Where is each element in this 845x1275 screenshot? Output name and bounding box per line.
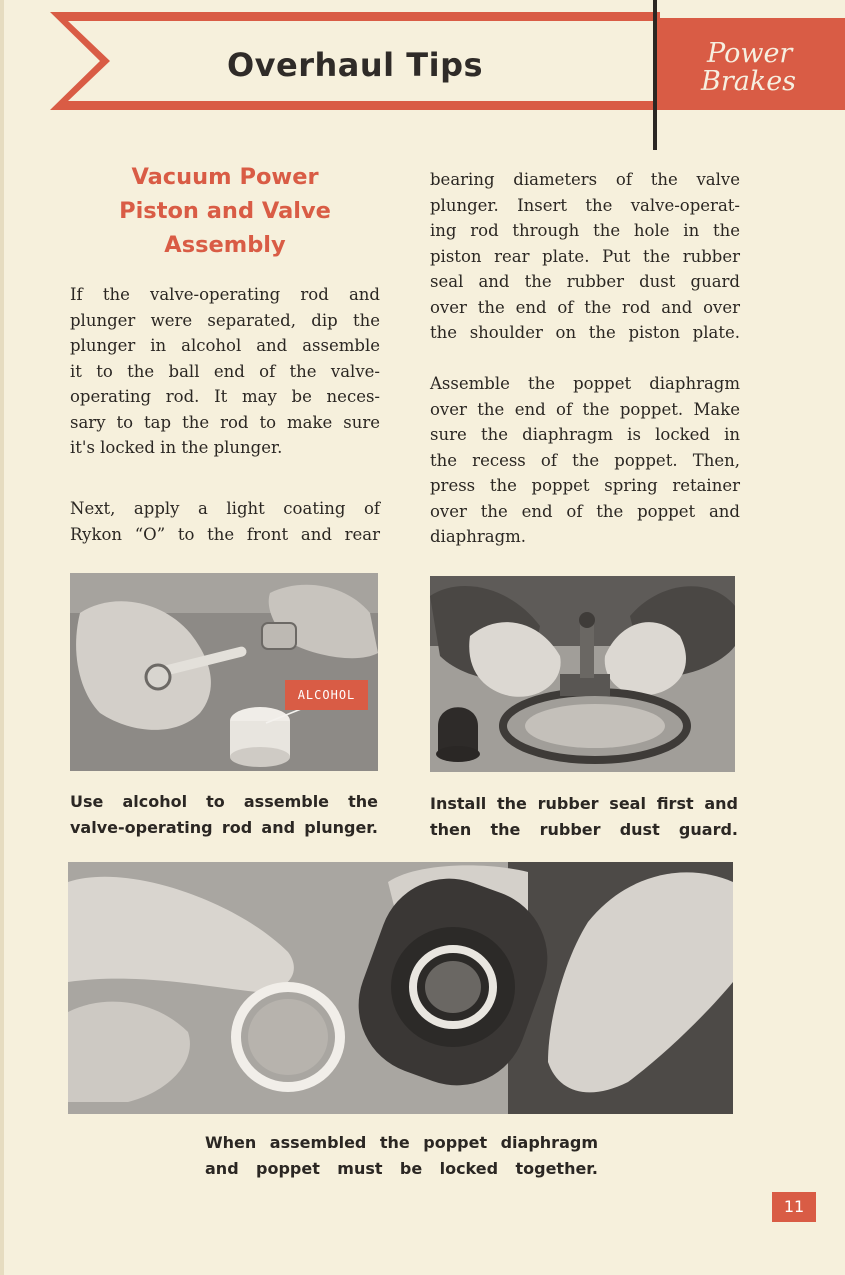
caption-photo-3 xyxy=(205,1130,598,1182)
text-line: Next, apply a light coating of xyxy=(70,499,380,518)
text-line: over the end of the poppet. Make xyxy=(430,399,740,419)
caption-photo-2 xyxy=(430,791,738,843)
text-line: it to the ball end of the valve- xyxy=(70,361,380,381)
caption-line: Install the rubber seal first and xyxy=(430,794,738,813)
text-line: ing rod through the hole in the xyxy=(430,221,740,240)
page-edge xyxy=(0,0,4,1275)
right-paragraph-1 xyxy=(430,167,740,346)
section-tab-line1: Power xyxy=(707,38,793,69)
caption-line: Use alcohol to assemble the xyxy=(70,792,378,811)
photo-poppet-diaphragm xyxy=(68,862,733,1114)
text-line: sure the diaphragm is locked in xyxy=(430,425,740,444)
caption-line: valve-operating rod and plunger. xyxy=(70,818,378,837)
text-line: the recess of the poppet. Then, xyxy=(430,450,740,470)
text-line: it's locked in the plunger. xyxy=(70,438,283,457)
text-line: press the poppet spring retainer xyxy=(430,476,740,495)
caption-line: and poppet must be locked together. xyxy=(205,1159,598,1178)
header-banner xyxy=(50,12,660,110)
section-heading-line: Vacuum Power xyxy=(131,164,319,190)
photo-rubber-seal xyxy=(430,576,735,772)
text-line: plunger in alcohol and assemble xyxy=(70,336,380,355)
section-tab xyxy=(657,18,845,110)
section-heading xyxy=(70,160,380,262)
text-line: plunger. Insert the valve-operat- xyxy=(430,195,740,215)
text-line: the shoulder on the piston plate. xyxy=(430,323,740,342)
text-line: Assemble the poppet diaphragm xyxy=(430,374,740,393)
caption-photo-1 xyxy=(70,789,378,841)
caption-line: then the rubber dust guard. xyxy=(430,820,738,839)
text-line: If the valve-operating rod and xyxy=(70,285,380,304)
text-line: over the end of the poppet and xyxy=(430,501,740,521)
text-line: seal and the rubber dust guard xyxy=(430,272,740,291)
right-paragraph-2 xyxy=(430,371,740,550)
text-line: operating rod. It may be neces- xyxy=(70,387,380,406)
photo-alcohol-assembly xyxy=(70,573,378,771)
section-heading-line: Assembly xyxy=(164,232,286,258)
text-line: over the end of the rod and over xyxy=(430,297,740,317)
caption-line: When assembled the poppet diaphragm xyxy=(205,1133,598,1152)
section-heading-line: Piston and Valve xyxy=(119,198,331,224)
alcohol-callout-label: ALCOHOL xyxy=(285,680,368,710)
text-line: piston rear plate. Put the rubber xyxy=(430,246,740,266)
page-title: Overhaul Tips xyxy=(226,46,484,84)
left-paragraph-2 xyxy=(70,496,380,547)
text-line: plunger were separated, dip the xyxy=(70,310,380,330)
text-line: bearing diameters of the valve xyxy=(430,170,740,189)
text-line: Rykon “O” to the front and rear xyxy=(70,524,380,544)
section-tab-line2: Brakes xyxy=(701,66,797,97)
text-line: sary to tap the rod to make sure xyxy=(70,412,380,432)
page-number: 11 xyxy=(772,1192,816,1222)
left-paragraph-1 xyxy=(70,282,380,461)
text-line: diaphragm. xyxy=(430,527,527,546)
